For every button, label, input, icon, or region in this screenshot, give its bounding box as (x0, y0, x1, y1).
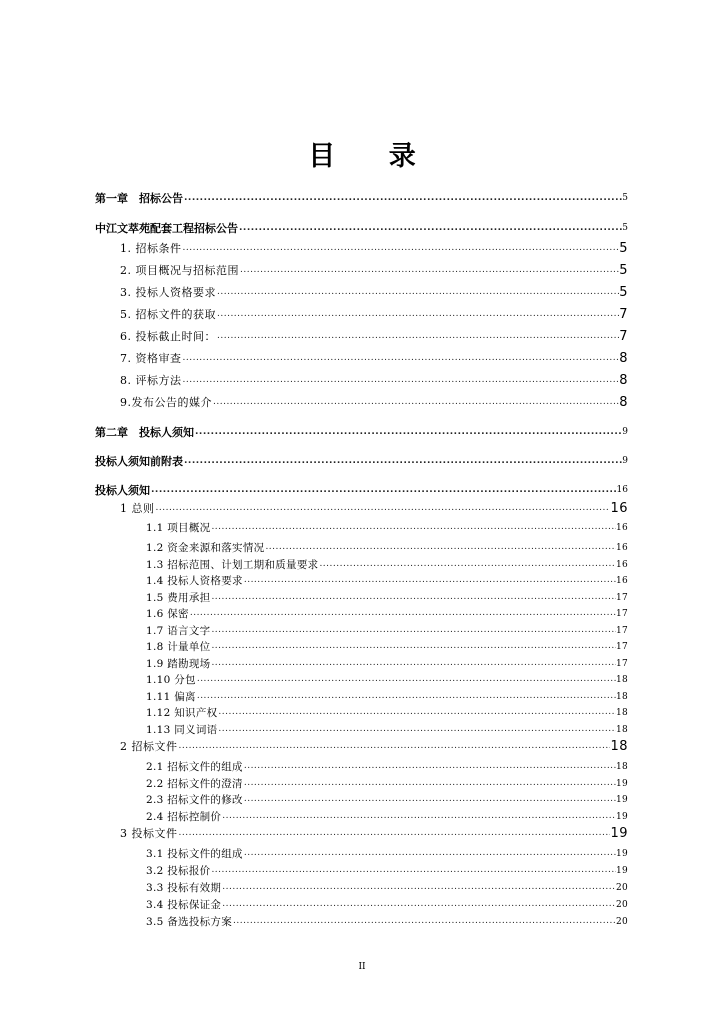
toc-entry-page: 16 (615, 543, 628, 553)
toc-entry-title: 1.13 同义词语 (146, 724, 218, 736)
toc-entry[interactable] (95, 188, 628, 206)
toc-leader-dots (243, 570, 616, 588)
toc-entry[interactable] (146, 636, 628, 654)
toc-entry[interactable] (120, 304, 628, 322)
toc-leader-dots (194, 422, 622, 440)
toc-leader-dots (178, 823, 611, 841)
toc-entry-title: 8. 评标方法 (120, 374, 182, 387)
toc-entry-title: 3.1 投标文件的组成 (146, 848, 243, 860)
toc-leader-dots (221, 894, 616, 912)
toc-entry[interactable] (146, 911, 628, 929)
toc-entry-title: 2 招标文件 (120, 740, 178, 753)
toc-entry-page: 19 (615, 795, 628, 805)
toc-leader-dots (221, 806, 616, 824)
toc-entry[interactable] (146, 806, 628, 824)
toc-entry-page: 5 (622, 223, 628, 233)
toc-leader-dots (150, 480, 617, 498)
toc-entry[interactable] (146, 843, 628, 861)
toc-leader-dots (210, 517, 616, 535)
toc-entry-page: 20 (615, 917, 628, 927)
toc-entry-title: 中江文萃苑配套工程招标公告 (95, 222, 238, 235)
toc-entry-title: 1.12 知识产权 (146, 707, 218, 719)
toc-entry-title: 3. 投标人资格要求 (120, 286, 216, 299)
toc-leader-dots (196, 669, 616, 687)
toc-entry-title: 2.2 招标文件的澄清 (146, 778, 243, 790)
toc-leader-dots (243, 756, 616, 774)
toc-entry-title: 1 总则 (120, 502, 155, 515)
toc-entry-page: 19 (615, 779, 628, 789)
toc-entry[interactable] (146, 603, 628, 621)
toc-entry-page: 19 (610, 826, 628, 841)
toc-entry-title: 2.4 招标控制价 (146, 811, 222, 823)
toc-leader-dots (182, 370, 620, 388)
toc-leader-dots (216, 304, 619, 322)
toc-entry-title: 3.4 投标保证金 (146, 899, 222, 911)
toc-entry[interactable] (146, 702, 628, 720)
toc-leader-dots (189, 603, 616, 621)
toc-entry-title: 1.7 语言文字 (146, 625, 211, 637)
toc-entry[interactable] (95, 422, 628, 440)
toc-entry-page: 9 (622, 427, 628, 437)
toc-entry-title: 1.1 项目概况 (146, 522, 211, 534)
toc-leader-dots (182, 348, 620, 366)
toc-entry-title: 1.3 招标范围、计划工期和质量要求 (146, 559, 319, 571)
toc-entry[interactable] (120, 238, 628, 256)
toc-leader-dots (183, 188, 622, 206)
toc-entry-title: 1.10 分包 (146, 674, 196, 686)
toc-entry-page: 19 (615, 812, 628, 822)
toc-leader-dots (221, 877, 616, 895)
toc-entry-page: 18 (615, 675, 628, 685)
toc-entry-title: 6. 投标截止时间： (120, 330, 216, 343)
toc-entry-page: 16 (615, 560, 628, 570)
toc-entry-title: 3.2 投标报价 (146, 865, 211, 877)
toc-leader-dots (178, 736, 611, 754)
toc-entry-page: 7 (619, 307, 628, 322)
toc-entry-page: 19 (615, 866, 628, 876)
toc-entry[interactable] (95, 218, 628, 236)
toc-entry-title: 投标人须知前附表 (95, 455, 183, 468)
toc-leader-dots (232, 911, 616, 929)
toc-entry[interactable] (146, 877, 628, 895)
toc-entry-page: 5 (619, 241, 628, 256)
toc-entry[interactable] (146, 789, 628, 807)
toc-entry-page: 18 (610, 739, 628, 754)
toc-entry-title: 2.1 招标文件的组成 (146, 761, 243, 773)
toc-entry-page: 5 (619, 285, 628, 300)
toc-entry[interactable] (120, 348, 628, 366)
toc-leader-dots (212, 392, 619, 410)
toc-entry-title: 7. 资格审查 (120, 352, 182, 365)
toc-entry-title: 1.9 踏勘现场 (146, 658, 211, 670)
toc-entry-title: 第二章 投标人须知 (95, 426, 194, 439)
toc-entry-page: 16 (615, 576, 628, 586)
toc-entry[interactable] (120, 370, 628, 388)
toc-entry-title: 2.3 招标文件的修改 (146, 794, 243, 806)
toc-leader-dots (183, 451, 622, 469)
toc-entry-page: 8 (619, 351, 628, 366)
toc-entry-page: 7 (619, 329, 628, 344)
toc-entry-page: 17 (615, 593, 628, 603)
toc-entry[interactable] (146, 517, 628, 535)
toc-entry[interactable] (146, 570, 628, 588)
page-number-footer: II (358, 962, 366, 972)
toc-entry-title: 1.5 费用承担 (146, 592, 211, 604)
toc-entry-page: 16 (616, 485, 628, 495)
toc-entry-page: 8 (619, 373, 628, 388)
toc-entry-page: 18 (615, 725, 628, 735)
toc-entry-title: 9.发布公告的媒介 (120, 396, 212, 409)
toc-leader-dots (217, 719, 616, 737)
toc-entry[interactable] (95, 451, 628, 469)
toc-entry-title: 1.6 保密 (146, 608, 189, 620)
toc-entry-title: 1.4 投标人资格要求 (146, 575, 243, 587)
toc-entry-page: 20 (615, 883, 628, 893)
toc-entry-title: 1.8 计量单位 (146, 641, 211, 653)
toc-leader-dots (182, 238, 620, 256)
toc-leader-dots (210, 860, 616, 878)
toc-entry-page: 19 (615, 849, 628, 859)
toc-entry[interactable] (120, 260, 628, 278)
toc-entry-page: 5 (619, 263, 628, 278)
toc-leader-dots (243, 789, 616, 807)
toc-entry[interactable] (120, 282, 628, 300)
toc-entry-title: 3 投标文件 (120, 827, 178, 840)
toc-entry[interactable] (146, 719, 628, 737)
toc-entry[interactable] (120, 736, 628, 754)
toc-entry-title: 第一章 招标公告 (95, 192, 183, 205)
toc-entry-page: 17 (615, 659, 628, 669)
toc-leader-dots (238, 218, 622, 236)
toc-entry[interactable] (95, 480, 628, 498)
toc-entry-title: 1.11 偏离 (146, 691, 196, 703)
toc-entry-page: 20 (615, 900, 628, 910)
toc-entry-page: 5 (622, 193, 628, 203)
toc-entry-page: 17 (615, 609, 628, 619)
toc-entry-page: 16 (615, 523, 628, 533)
toc-entry-title: 3.5 备选投标方案 (146, 916, 233, 928)
toc-entry[interactable] (120, 823, 628, 841)
toc-entry-page: 9 (622, 456, 628, 466)
toc-entry[interactable] (146, 860, 628, 878)
toc-leader-dots (239, 260, 619, 278)
toc-entry-page: 18 (615, 692, 628, 702)
toc-entry-title: 投标人须知 (95, 484, 150, 497)
toc-leader-dots (264, 537, 616, 555)
toc-entry-page: 18 (615, 762, 628, 772)
toc-leader-dots (155, 498, 611, 516)
toc-entry[interactable] (146, 669, 628, 687)
toc-entry-title: 1. 招标条件 (120, 242, 182, 255)
toc-leader-dots (216, 326, 619, 344)
toc-entry[interactable] (146, 756, 628, 774)
toc-entry[interactable] (120, 498, 628, 516)
toc-entry-page: 17 (615, 642, 628, 652)
toc-entry-title: 2. 项目概况与招标范围 (120, 264, 239, 277)
toc-leader-dots (216, 282, 619, 300)
toc-entry[interactable] (146, 537, 628, 555)
toc-entry-page: 8 (619, 395, 628, 410)
toc-entry[interactable] (146, 894, 628, 912)
toc-entry-title: 1.2 资金来源和落实情况 (146, 542, 265, 554)
toc-leader-dots (243, 843, 616, 861)
toc-entry-page: 17 (615, 626, 628, 636)
toc-entry-page: 16 (610, 501, 628, 516)
toc-entry[interactable] (120, 392, 628, 410)
toc-leader-dots (210, 636, 616, 654)
toc-entry-title: 3.3 投标有效期 (146, 882, 222, 894)
toc-entry-title: 5. 招标文件的获取 (120, 308, 216, 321)
toc-entry-page: 18 (615, 708, 628, 718)
toc-leader-dots (217, 702, 616, 720)
toc-entry[interactable] (120, 326, 628, 344)
toc-title: 目 录 (308, 141, 438, 172)
